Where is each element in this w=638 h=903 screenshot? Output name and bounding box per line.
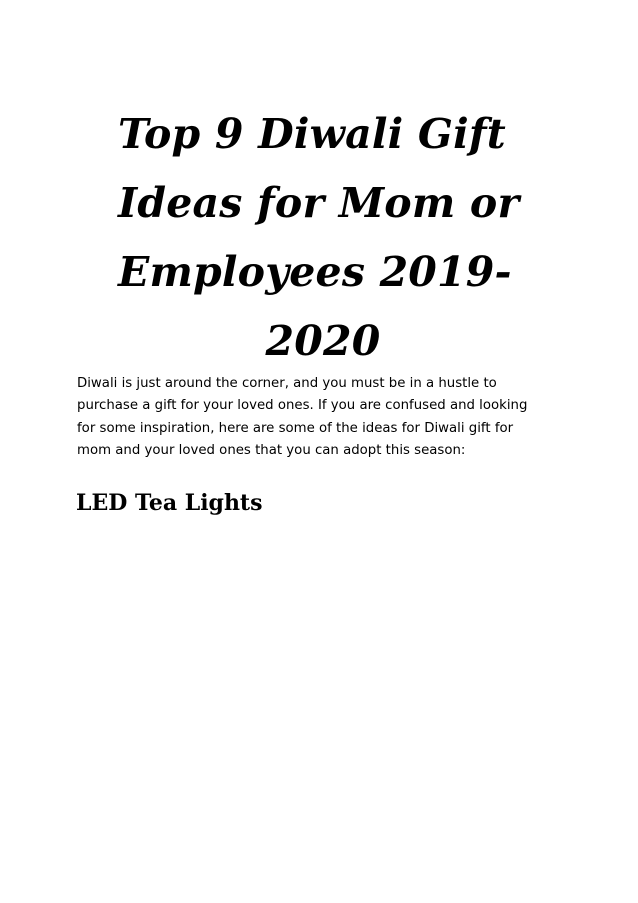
title-line: Ideas for Mom or	[118, 179, 520, 227]
paragraph-line: for some inspiration, here are some of the ideas for Diwali gift for	[77, 420, 514, 436]
title-line: Employees 2019-	[118, 248, 512, 296]
page-title	[118, 100, 528, 376]
section-heading: LED Tea Lights	[76, 490, 263, 516]
intro-paragraph	[77, 373, 557, 463]
paragraph-line: purchase a gift for your loved ones. If you are confused and looking	[77, 398, 528, 414]
title-line: Top 9 Diwali Gift	[118, 110, 506, 158]
paragraph-line: mom and your loved ones that you can adopt this season:	[77, 443, 466, 459]
title-line: 2020	[265, 317, 381, 365]
paragraph-line: Diwali is just around the corner, and you must be in a hustle to	[77, 376, 497, 391]
